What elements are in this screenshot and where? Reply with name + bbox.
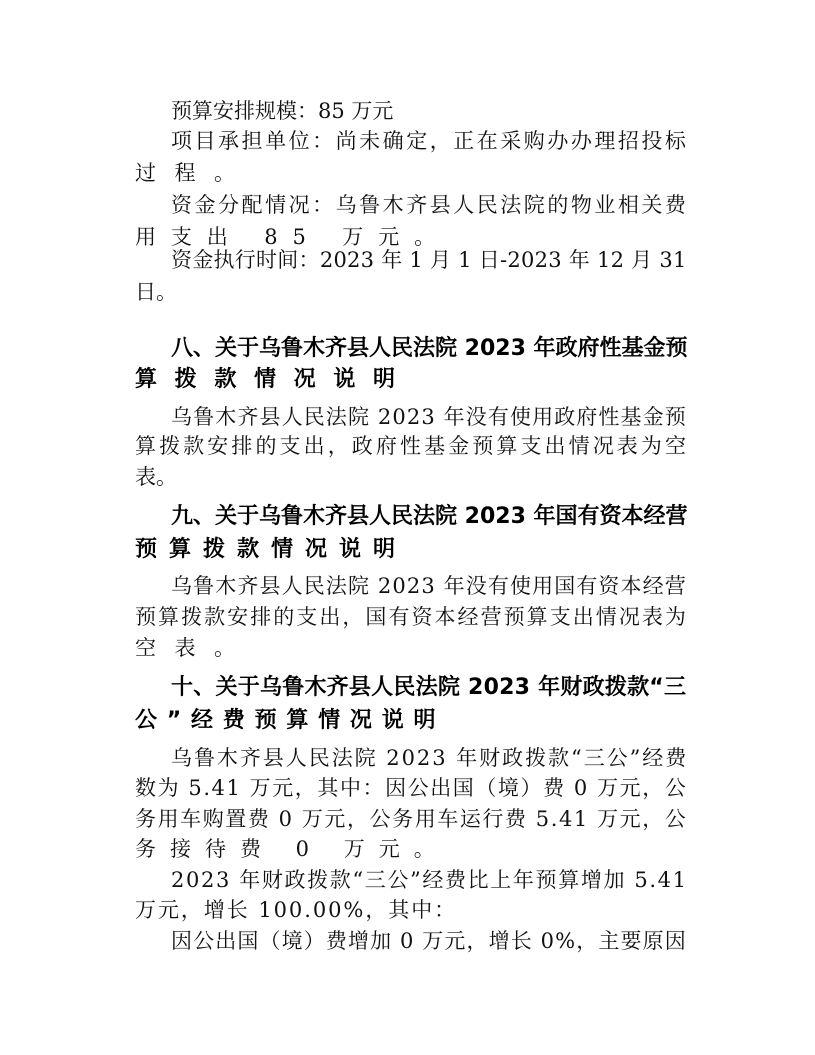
section-9-heading-cont: 预算拨款情况说明 — [135, 537, 408, 562]
fund-allocation-line-cont: 用支出 85 万元。 — [135, 225, 450, 249]
budget-scale-line: 预算安排规模：85 万元 — [171, 99, 394, 123]
section-8-heading-cont: 算拨款情况说明 — [135, 367, 413, 392]
section-10-body-2: 数为 5.41 万元，其中：因公出国（境）费 0 万元，公 — [135, 776, 688, 800]
section-9-body-1: 乌鲁木齐县人民法院 2023 年没有使用国有资本经营 — [171, 574, 687, 598]
section-8-heading: 八、关于乌鲁木齐县人民法院 2023 年政府性基金预 — [171, 336, 688, 361]
execution-time-line: 资金执行时间：2023 年 1 月 1 日-2023 年 12 月 31 — [171, 248, 687, 272]
execution-time-line-cont: 日。 — [135, 280, 177, 304]
section-10-heading-cont: 公”经费预算情况说明 — [135, 708, 446, 733]
section-8-body-1: 乌鲁木齐县人民法院 2023 年没有使用政府性基金预 — [171, 405, 687, 429]
project-unit-line: 项目承担单位：尚未确定，正在采购办办理招投标 — [171, 129, 689, 153]
section-10-body-4: 务接待费 0 万元。 — [135, 837, 449, 861]
section-10-body-6: 万元，增长 100.00%，其中： — [135, 898, 458, 922]
section-10-heading: 十、关于乌鲁木齐县人民法院 2023 年财政拨款“三 — [171, 675, 687, 700]
section-9-heading: 九、关于乌鲁木齐县人民法院 2023 年国有资本经营 — [171, 504, 688, 529]
section-9-body-3: 空表。 — [135, 636, 254, 660]
section-10-body-1: 乌鲁木齐县人民法院 2023 年财政拨款“三公”经费 — [171, 746, 689, 770]
project-unit-line-cont: 过程。 — [135, 161, 254, 185]
fund-allocation-line: 资金分配情况：乌鲁木齐县人民法院的物业相关费 — [171, 193, 689, 217]
section-8-body-3: 表。 — [135, 465, 177, 489]
section-10-body-7: 因公出国（境）费增加 0 万元，增长 0%，主要原因 — [171, 929, 687, 953]
section-10-body-3: 务用车购置费 0 万元，公务用车运行费 5.41 万元，公 — [135, 807, 688, 831]
section-9-body-2: 预算拨款安排的支出，国有资本经营预算支出情况表为 — [135, 605, 688, 629]
section-10-body-5: 2023 年财政拨款“三公”经费比上年预算增加 5.41 — [171, 868, 688, 892]
section-8-body-2: 算拨款安排的支出，政府性基金预算支出情况表为空 — [135, 434, 690, 458]
